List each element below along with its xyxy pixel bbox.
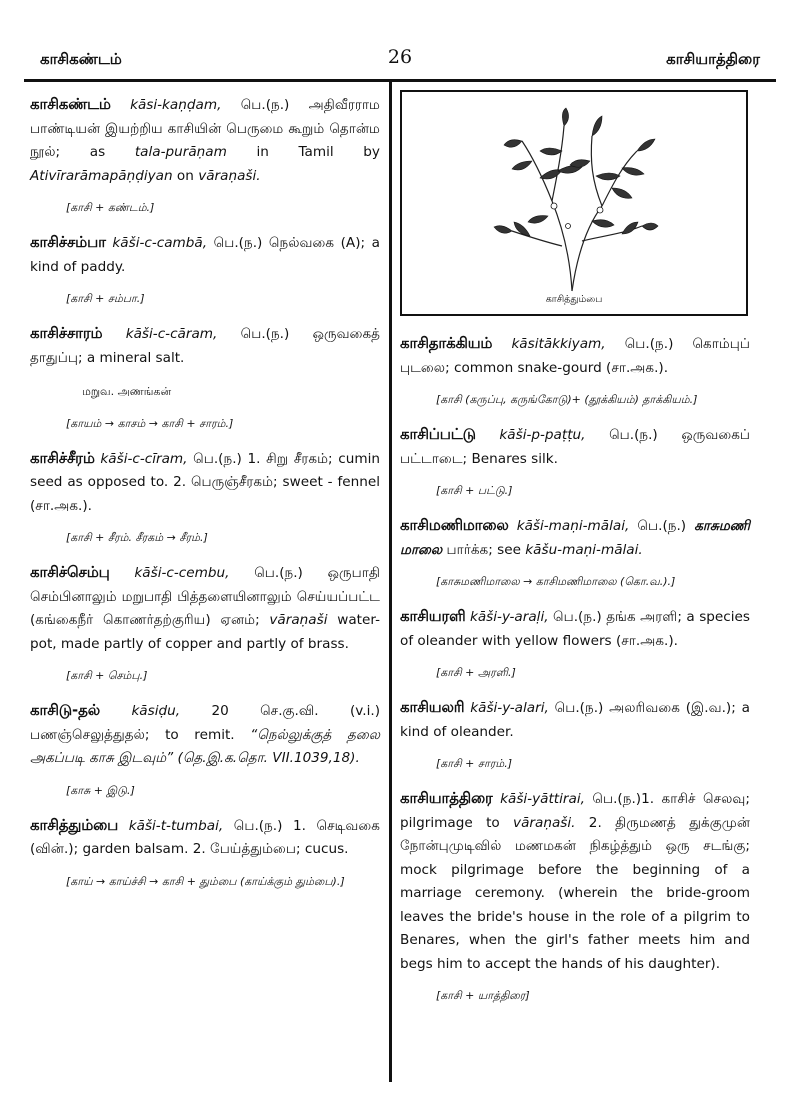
headword: காசிதாக்கியம் [400,335,493,352]
transliteration: kāši-y-alari, [470,700,549,716]
definition-italic: Ativīrarāmapāṇḍiyan [30,167,173,184]
entry-kasiyarali [400,605,750,682]
etymology: [காசி + சாரம்.] [436,757,513,770]
headword: காசித்தும்பை [30,816,119,834]
definition-italic: vāraṇaši. [513,814,576,831]
etymology: [காசி + சீரம். சீரகம் → சீரம்.] [66,531,208,544]
entry-text [400,696,750,744]
entry-text [30,814,380,862]
definition: பெ.(ந.) [629,518,695,534]
entry-text [400,332,750,380]
etymology: [காசி + அரளி.] [436,666,516,679]
etymology: [காசுமணிமாலை → காசிமணிமாலை (கொ.வ.).] [436,575,676,588]
etymology: [காசி + செம்பு.] [66,669,148,682]
entry-kasicciram [30,447,380,548]
definition: பெ.(ந.) அலரிவகை (இ.வ.); a kind of oleander. [400,700,750,740]
definition-italic: tala-purāṇam [134,144,227,160]
headword: காசிகண்டம் [30,96,111,113]
entry-kasidu [30,699,380,800]
transliteration: kāši-y-araḷi, [469,609,549,625]
definition: 2. திருமணத் துக்குமுன் நோன்புமுடிவில் மணமகன் நிகழ்த்தும் ஒரு சடங்கு; mock pilgrimage before the beginning of a marriage ceremony. (wherein the bride-groom leaves the bride's house in the role of a pilgrim to Benares, when the girl's father meets him and begs him to accept the hands of his daughter). [400,814,750,972]
transliteration: kāši-c-cāram, [125,326,218,342]
definition: in Tamil by [226,144,380,160]
quotation: “நெல்லுக்குத் தலை அகப்படி காசு இடவும்” (தெ.இ.க.தொ. VII.1039,18). [30,726,380,766]
cross-reference: காசுமணி மாலை [400,518,751,558]
definition: பெ.(ந.) கொம்புப் புடலை; common snake-gourd (சா.அக.). [400,336,751,376]
entry-kasiccembu [30,561,380,685]
etymology: [காசி (கருப்பு, கருங்கோடு)+ (தூக்கியம்) தாக்கியம்.] [436,393,698,406]
left-column [30,93,380,905]
entry-kasiyalari [400,696,750,773]
definition: water-pot, made partly of copper and partly of brass. [30,612,380,652]
entry-text [30,561,380,656]
transliteration: kāši-t-tumbai, [128,817,224,834]
plant-illustration-box [400,90,748,316]
entry-text [400,787,750,976]
entry-kasikandam [30,93,380,217]
etymology: [காய் → காய்ச்சி → காசி + தும்பை (காய்க்கும் தும்பை).] [66,874,345,888]
definition: பெ.(ந.) நெல்வகை (A); a kind of paddy. [30,235,380,275]
headword: காசிச்சீரம் [30,449,95,467]
page-number: 26 [387,46,413,68]
entry-text [30,322,380,370]
entry-kasittumbai [30,814,380,891]
transliteration: kāši-yāttirai, [500,791,585,807]
definition: பெ.(ந.) ஒருவகைத் தாதுப்பு; a mineral salt. [30,326,380,366]
definition: பெ.(ந.) ஒருபாதி செம்பினாலும் மறுபாதி பித்தளையினாலும் செய்யப்பட்ட (கங்கைநீர் கொணர்தற்குரிய) ஏனம்; [30,565,380,628]
entry-text [30,93,380,188]
entry-kasiccaram [30,322,380,433]
transliteration: kāsi-kaṇḍam, [130,97,222,113]
entry-text [400,514,750,562]
entry-kasippattu [400,423,750,500]
definition: பெ.(ந.) 1. செடிவகை (வின்.); garden balsam. 2. பேய்த்தும்பை; cucus. [30,817,380,857]
running-head-right: காசியாத்திரை [666,50,760,68]
definition: on [172,167,199,184]
entry-kasiyattirai [400,787,750,1005]
headword: காசிப்பட்டு [400,426,476,443]
definition: பெ.(ந.)1. காசிச் செலவு; pilgrimage to [400,791,750,831]
etymology: [காயம் → காசம் → காசி + சாரம்.] [66,416,234,430]
page-header [40,46,760,74]
etymology: [காசு + இடு.] [66,783,135,797]
figure-caption: காசித்தும்பை [545,294,603,305]
definition: பெ.(ந.) அதிவீரராம பாண்டியன் இயற்றிய காசியின் பெருமை கூறும் தொன்ம நூல்; as [30,97,380,160]
transliteration: kāši-c-cīram, [100,450,188,467]
entry-text [400,605,750,653]
definition: பெ.(ந.) தங்க அரளி; a species of oleander with yellow flowers (சா.அக.). [400,609,750,649]
etymology: [காசி + கண்டம்.] [66,201,155,214]
synonym-note: மறுவ. அணங்கன் [82,385,172,398]
transliteration: kāsitākkiyam, [511,336,606,352]
definition: பெ.(ந.) ஒருவகைப் பட்டாடை; Benares silk. [400,427,751,467]
column-divider [389,82,392,1082]
definition: பெ.(ந.) 1. சிறு சீரகம்; cumin seed as opposed to. 2. பெருஞ்சீரகம்; sweet - fennel (சா.அக.). [30,450,380,514]
transliteration: kāši-p-paṭṭu, [499,427,586,443]
definition-italic: kāšu-maṇi-mālai. [525,541,643,558]
transliteration: kāsiḍu, [131,703,181,719]
entry-kasitakkiyam [400,332,750,409]
entry-text [400,423,750,471]
headword: காசிடு-தல் [30,702,101,719]
definition: பார்க்க; see [442,541,526,558]
transliteration: kāši-c-cembu, [134,565,230,581]
headword: காசிச்செம்பு [30,564,110,581]
entry-text [30,447,380,519]
headword: காசிமணிமாலை [400,517,509,534]
headword: காசியரளி [400,608,466,625]
definition: 20 செ.கு.வி. (v.i.) பணஞ்செலுத்துதல்; to remit. [30,703,381,743]
right-column [400,332,750,1019]
etymology: [காசி + யாத்திரை] [436,989,530,1002]
headword: காசிச்சாரம் [30,325,103,342]
definition-italic: vāraṇaši [269,612,328,628]
entry-text [30,699,380,771]
definition-italic: vāraṇaši. [198,167,261,184]
transliteration: kāši-c-cambā, [112,235,208,251]
entry-kasiccamba [30,231,380,308]
headword: காசியலரி [400,699,465,716]
headword: காசியாத்திரை [400,790,493,807]
entry-kasimanimalai [400,514,750,591]
plant-illustration [492,106,662,296]
headword: காசிச்சம்பா [30,234,106,251]
entry-text [30,231,380,279]
etymology: [காசி + சம்பா.] [66,292,145,305]
transliteration: kāši-maṇi-mālai, [516,518,630,534]
etymology: [காசி + பட்டு.] [436,484,513,497]
header-rule [24,79,776,82]
running-head-left: காசிகண்டம் [40,50,122,68]
